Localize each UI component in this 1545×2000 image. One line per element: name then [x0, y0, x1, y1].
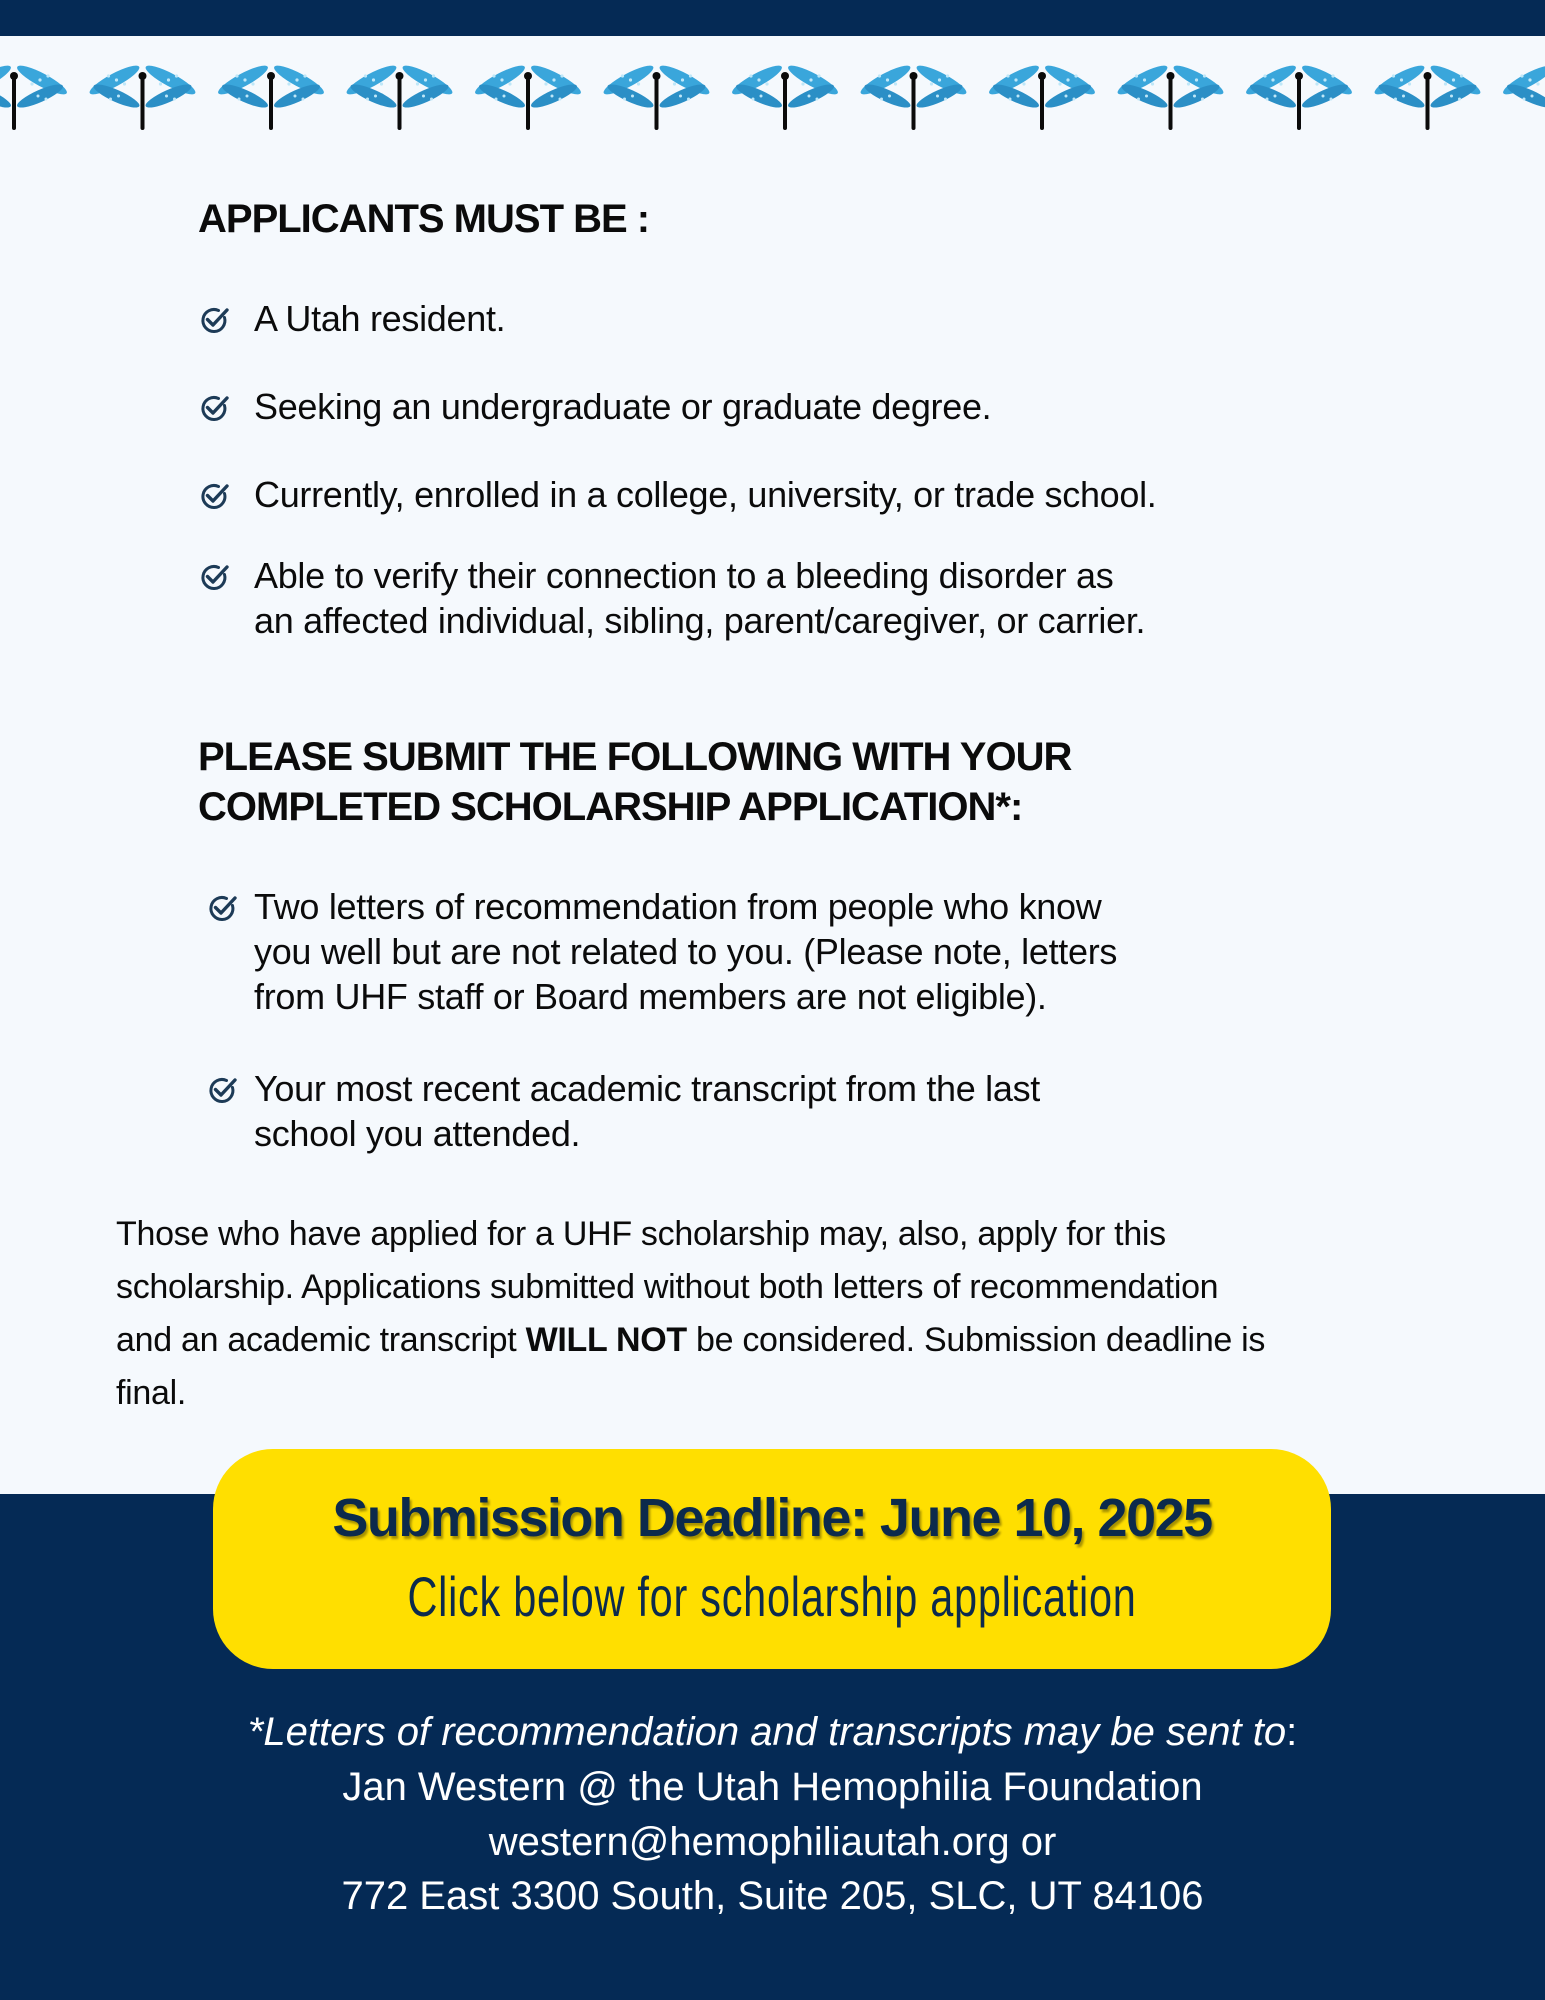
dragonfly-border	[0, 48, 1545, 138]
requirement-text: Able to verify their connection to a bleeding disorder as an affected individual, sibling, parent/caregiver, or carrier.	[254, 555, 1146, 641]
will-not-emphasis: WILL NOT	[525, 1321, 687, 1359]
footer-contact-email[interactable]: western@hemophiliautah.org or	[488, 1820, 1057, 1864]
dragonfly-icon	[1372, 61, 1484, 130]
requirement-text: Seeking an undergraduate or graduate degree.	[254, 386, 992, 427]
dragonfly-icon	[601, 61, 713, 130]
deadline-text: Submission Deadline: June 10, 2025	[332, 1488, 1212, 1548]
dragonfly-icon	[1243, 61, 1355, 130]
check-circle-icon	[206, 892, 238, 924]
requirement-text: Currently, enrolled in a college, university, or trade school.	[254, 474, 1157, 515]
dragonfly-icon	[986, 61, 1098, 130]
footer-contact-address: 772 East 3300 South, Suite 205, SLC, UT 84106	[341, 1874, 1204, 1918]
dragonfly-icon	[729, 61, 841, 130]
check-circle-icon	[198, 392, 230, 424]
requirement-text: A Utah resident.	[254, 298, 506, 339]
check-circle-icon	[206, 1074, 238, 1106]
submission-text: Two letters of recommendation from people who know you well but are not related to you. (Please note, letters from UHF staff or Board members are not eligible).	[254, 886, 1118, 1017]
submission-heading: PLEASE SUBMIT THE FOLLOWING WITH YOUR COMPLETED SCHOLARSHIP APPLICATION*:	[198, 735, 1072, 829]
dragonfly-icon	[215, 61, 327, 130]
footer-contact-name: Jan Western @ the Utah Hemophilia Foundation	[342, 1765, 1203, 1809]
top-navy-bar	[0, 0, 1545, 36]
dragonfly-icon	[0, 61, 70, 130]
dragonfly-icon	[858, 61, 970, 130]
footer-intro: *Letters of recommendation and transcripts may be sent to:	[247, 1710, 1298, 1754]
dragonfly-icon	[1500, 61, 1545, 130]
dragonfly-icon	[472, 61, 584, 130]
check-circle-icon	[198, 561, 230, 593]
dragonfly-icon	[87, 61, 199, 130]
check-circle-icon	[198, 480, 230, 512]
application-link-text[interactable]: Click below for scholarship application	[407, 1565, 1137, 1628]
check-circle-icon	[198, 304, 230, 336]
submission-text: Your most recent academic transcript from the last school you attended.	[254, 1068, 1041, 1154]
dragonfly-icon	[1115, 61, 1227, 130]
requirements-heading: APPLICANTS MUST BE :	[198, 197, 650, 241]
dragonfly-icon	[344, 61, 456, 130]
eligibility-note: Those who have applied for a UHF scholarship may, also, apply for this scholarship. Applications submitted without both letters of recommendation and an academic transcript WILL NOT be considered. Submission deadline is final.	[116, 1215, 1266, 1412]
application-link-banner[interactable]	[213, 1449, 1331, 1669]
